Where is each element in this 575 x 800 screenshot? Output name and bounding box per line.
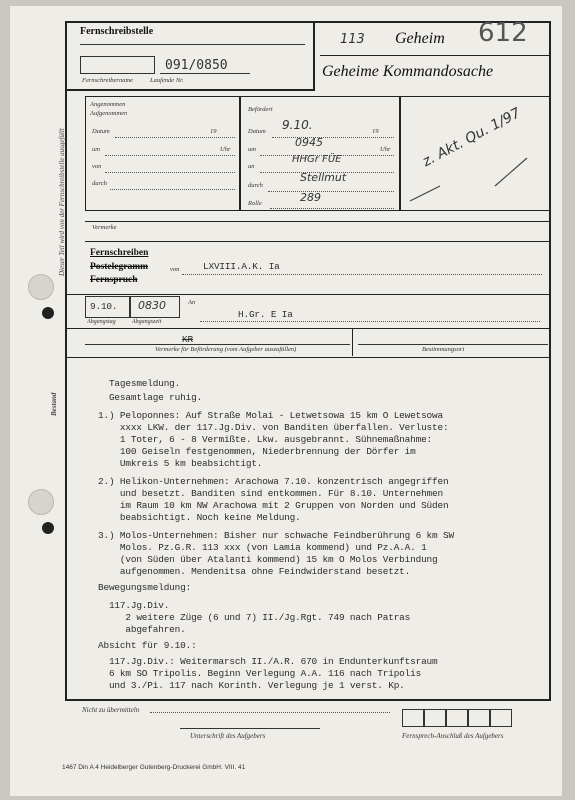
doc-number: 612 [478,18,528,48]
received-um-suffix: Uhr [220,146,231,153]
rule [85,344,350,345]
punch-hole [42,307,54,319]
send-von-label: von [170,266,180,273]
rule [268,191,394,192]
serial-label-left: Fernschreibername [82,77,134,84]
message-line: 1.) Peloponnes: Auf Straße Molai - Letwetsowa 15 km O Lewetsowa [98,410,443,421]
punch-hole [42,522,54,534]
rule [110,189,235,190]
forwarded-datum-value: 9.10. [282,118,313,132]
top-number: 113 [340,32,365,47]
punch-hole [28,489,54,515]
message-line: Gesamtlage ruhig. [98,392,203,403]
rule [105,172,235,173]
message-line: beabsichtigt. Noch keine Meldung. [98,512,301,523]
rule [320,55,550,56]
rule [65,294,551,295]
footer-unterschrift: Unterschrift des Aufgebers [190,732,266,740]
forwarded-um-suffix: Uhr [380,146,391,153]
forwarded-title: Befördert [248,106,273,113]
message-line: und besetzt. Banditen sind entkommen. Für 8.10. Unternehmen [98,488,443,499]
rule [85,241,550,242]
serial-cell [80,56,155,74]
message-line: 2 weitere Züge (6 und 7) II./Jg.Rgt. 749 nach Patras [98,612,411,623]
phone-cell [468,709,490,727]
message-line: aufgenommen. Mendenitsa ohne Feindwiderstand besetzt. [98,566,411,577]
forwarded-um-label: um [248,146,256,153]
message-line: Bewegungsmeldung: [98,582,192,593]
dispatch-date: 9.10. [90,301,118,312]
rule [358,344,548,345]
rule [65,357,551,358]
phone-cell [446,709,468,727]
forwarded-an-label: an [248,163,255,170]
message-line: 3.) Molos-Unternehmen: Bisher nur schwache Feindberührung 6 km SW [98,530,454,541]
forwarded-um-value: 0945 [295,136,323,149]
rule [115,137,235,138]
footer-nicht: Nicht zu übermitteln [82,706,140,714]
received-title-1: Angenommen [90,101,126,108]
message-line: (von Süden über Atalanti kommend) 15 km O Molos Verbindung [98,554,438,565]
message-line: 117.Jg.Div.: Weitermarsch II./A.R. 670 in Endunterkunftsraum [98,656,438,667]
dispatch-an-label: An [188,299,196,306]
send-from: LXVIII.A.K. Ia [203,261,280,272]
received-durch-label: durch [92,180,107,187]
punch-hole [28,274,54,300]
forwarded-durch-label: durch [248,182,263,189]
message-line: Tagesmeldung. [98,378,181,389]
phone-cell [424,709,446,727]
received-datum-label: Datum [92,128,110,135]
rule [272,137,394,138]
send-fernspruch: Fernspruch [90,275,138,285]
rule [352,328,353,356]
message-line: Absicht für 9.10.: [98,640,197,651]
forwarded-rolle-label: Rolle [248,200,262,207]
phone-cell [402,709,424,727]
stamp: KR [182,334,193,345]
message-line: Umkreis 5 km beabsichtigt. [98,458,263,469]
bestimmungsort-label: Bestimmungsort [422,346,465,353]
message-line: 2.) Helikon-Unternehmen: Arachowa 7.10. konzentrisch angegriffen [98,476,449,487]
message-line: Molos. Pz.G.R. 113 xxx (von Lamia kommend) und Pz.A.A. 1 [98,542,427,553]
send-postelegramm: Postelegramm [90,262,149,272]
message-line: 117.Jg.Div. [98,600,170,611]
document-page [10,6,562,796]
handwritten-annotation: z. Akt. Qu. 1/97 [420,105,524,171]
forwarded-durch-value: Stellmut [300,171,347,184]
rule [200,321,540,322]
dispatch-date-label: Abgangstag [87,319,116,325]
rule [105,155,235,156]
forwarded-datum-label: Datum [248,128,266,135]
message-line: im Raum 10 km NW Arachowa mit 2 Gruppen von Norden und Süden [98,500,449,511]
message-line: 100 Geiseln festgenommen, Niederbrennung der Dörfer im [98,446,416,457]
phone-cell [490,709,512,727]
dispatch-to: H.Gr. E Ia [238,309,293,320]
rule [150,712,390,713]
side-bestand: Bestand [50,392,58,416]
message-line: 6 km SO Tripolis. Beginn Verlegung A.A. 116 nach Tripolis [98,668,422,679]
annotation-strokes [405,156,545,206]
dispatch-time-label: Abgangszeit [132,319,162,325]
geheim-label: Geheim [395,30,445,47]
footer-fernsprech: Fernsprech-Anschluß des Aufgebers [402,732,504,740]
message-line: abgefahren. [98,624,186,635]
vermerk-line: Vermerke für Beförderung (vom Aufgeber auszufüllen) [155,346,297,353]
received-title-2: Aufgenommen [90,110,128,117]
serial-value: 091/0850 [165,58,228,73]
message-line: 1 Toter, 6 - 8 Vermißte. Lkw. ausgebrannt. Sühnemaßnahme: [98,434,433,445]
rule [65,328,551,329]
send-fernschreiben: Fernschreiben [90,248,149,258]
received-von-label: von [92,163,102,170]
dispatch-time: 0830 [138,299,166,312]
serial-label-right: Laufende Nr. [150,77,184,84]
kommandosache-label: Geheime Kommandosache [322,63,494,80]
rule [80,44,305,45]
rule [182,274,542,275]
forwarded-rolle-value: 289 [300,191,321,204]
fernschreibstelle-title: Fernschreibstelle [80,26,154,37]
rule [85,221,550,222]
message-line: und 3./Pi. 117 nach Korinth. Verlegung je 1 verst. Kp. [98,680,405,691]
footer-printer: 1467 Din A 4 Heidelberger Gutenberg-Druckerei GmbH. VIII. 41 [62,764,246,771]
side-note: Dieser Teil wird von der Fernschreibstelle ausgefüllt [58,128,66,276]
message-line: xxxx LKW. der 117.Jg.Div. von Banditen überfallen. Verluste: [98,422,449,433]
forwarded-an-value: HHGr FÜE [292,154,342,165]
rule [180,728,320,729]
received-datum-suffix: 19 [210,128,217,135]
rule [160,73,250,74]
received-um-label: um [92,146,100,153]
forwarded-datum-suffix: 19 [372,128,379,135]
rule [270,208,394,209]
vermerk-label: Vermerke [92,224,117,231]
